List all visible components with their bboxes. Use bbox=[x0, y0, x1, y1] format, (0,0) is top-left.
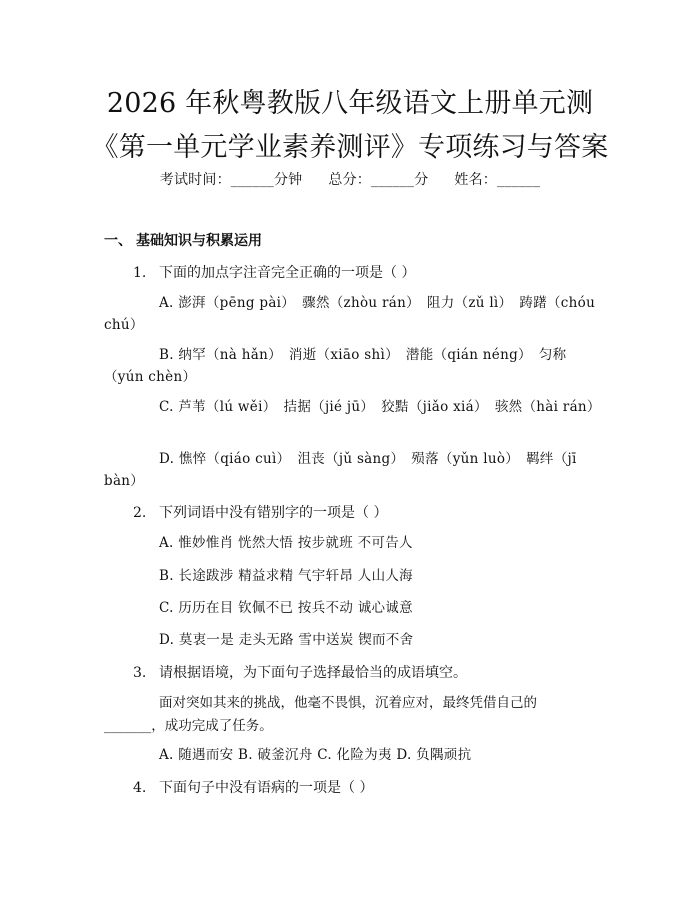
question-number: 4. bbox=[133, 780, 147, 796]
question-4 bbox=[133, 777, 373, 797]
question-2-option-d: D. 莫衷一是 走头无路 雪中送炭 锲而不舍 bbox=[159, 632, 414, 648]
question-1-option-d: D. 憔悴（qiáo cuì） 沮丧（jǔ sàng） 殒落（yǔn luò） 羁绊（jī bàn） bbox=[104, 451, 577, 489]
question-2-option-a: A. 惟妙惟肖 恍然大悟 按步就班 不可告人 bbox=[159, 535, 413, 551]
exam-meta bbox=[0, 169, 700, 189]
question-1-option-b: B. 纳罕（nà hǎn） 消逝（xiāo shì） 潜能（qián néng） 匀称（yún chèn） bbox=[104, 347, 567, 385]
question-text: 下面句子中没有语病的一项是（ ） bbox=[159, 780, 374, 796]
section-title: 基础知识与积累运用 bbox=[136, 233, 262, 249]
question-text: 下列词语中没有错别字的一项是（ ） bbox=[159, 505, 388, 521]
question-2-option-c: C. 历历在目 钦佩不已 按兵不动 诚心诚意 bbox=[159, 600, 413, 616]
question-2-option-b: B. 长途跋涉 精益求精 气宇轩昂 人山人海 bbox=[159, 568, 413, 584]
question-1-option-a: A. 澎湃（pēng pài） 骤然（zhòu rán） 阻力（zǔ lì） 踌躇（chóu chú） bbox=[104, 295, 596, 333]
question-1-option-c: C. 芦苇（lú wěi） 拮据（jié jū） 狡黠（jiǎo xiá） 骇然（hài rán） bbox=[159, 399, 601, 415]
question-1 bbox=[133, 262, 415, 282]
section-number: 一、 bbox=[104, 233, 132, 249]
question-number: 3. bbox=[133, 665, 147, 681]
question-number: 1. bbox=[133, 265, 147, 281]
question-3 bbox=[133, 662, 467, 682]
question-3-options: A. 随遇而安 B. 破釜沉舟 C. 化险为夷 D. 负隅顽抗 bbox=[159, 747, 472, 763]
section-heading bbox=[104, 230, 262, 250]
student-name-field: 姓名：______ bbox=[454, 172, 541, 188]
question-number: 2. bbox=[133, 505, 147, 521]
question-3-passage: 面对突如其来的挑战，他毫不畏惧，沉着应对，最终凭借自己的_______，成功完成了任务。 bbox=[104, 695, 537, 734]
exam-time-field: 考试时间：______分钟 bbox=[159, 172, 303, 188]
page-title: 2026 年秋粤教版八年级语文上册单元测《第一单元学业素养测评》专项练习与答案 bbox=[91, 88, 609, 163]
question-2 bbox=[133, 502, 387, 522]
total-score-field: 总分：______分 bbox=[328, 172, 429, 188]
question-text: 请根据语境，为下面句子选择最恰当的成语填空。 bbox=[159, 665, 467, 681]
question-text: 下面的加点字注音完全正确的一项是（ ） bbox=[159, 265, 416, 281]
